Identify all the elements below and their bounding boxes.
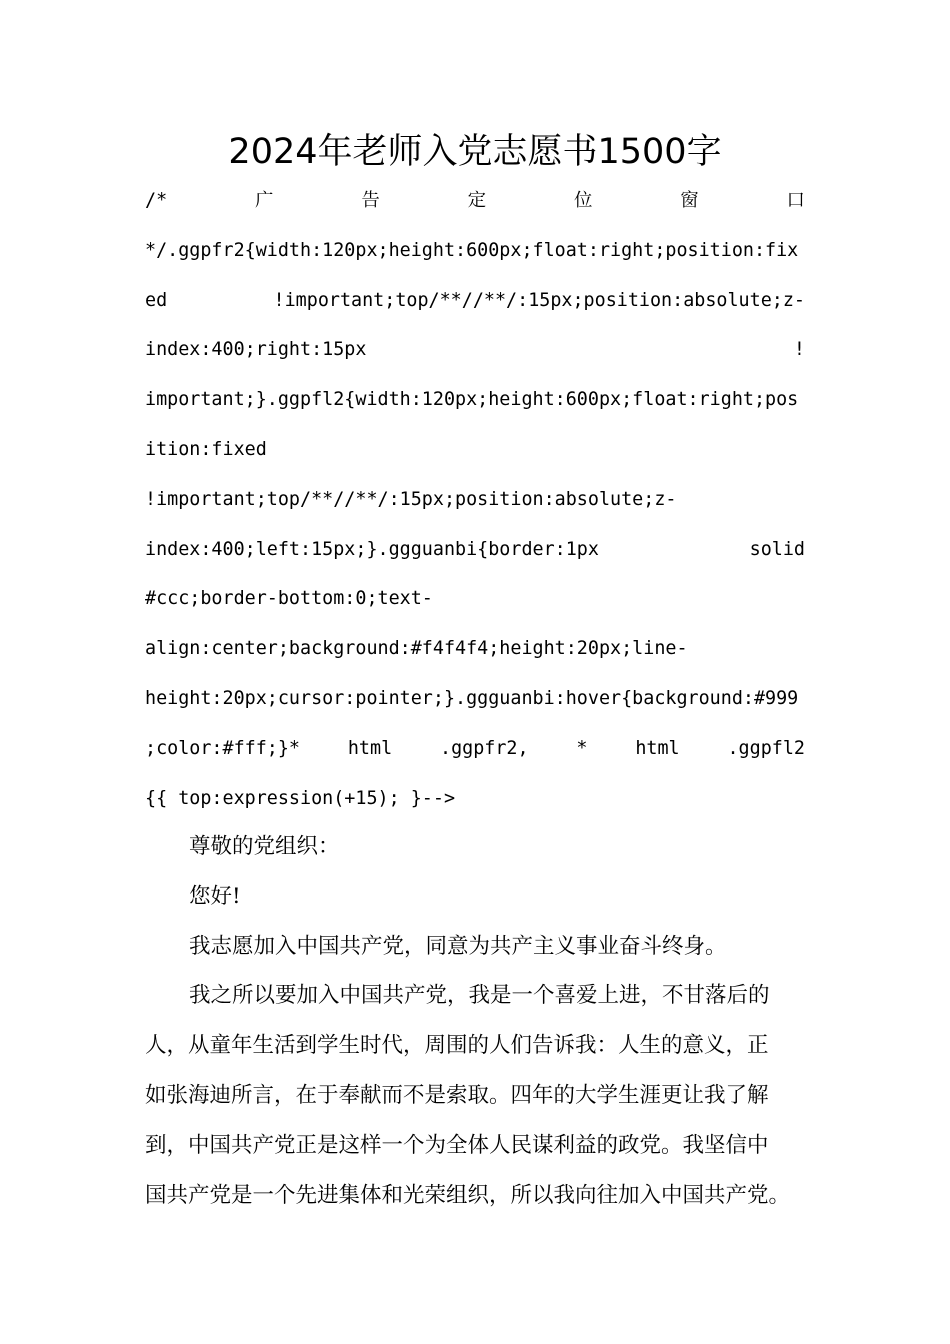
code-token: 告	[361, 190, 380, 211]
code-line: !important;top/**//**/:15px;position:absolute;z-	[145, 488, 677, 510]
code-line: #ccc;border-bottom:0;text-	[145, 588, 433, 610]
code-line: ition:fixed	[145, 438, 267, 460]
body-line: 您好!	[189, 883, 241, 909]
code-token: ed	[145, 289, 168, 311]
code-line: height:20px;cursor:pointer;}.ggguanbi:hover{background:#999	[145, 687, 799, 709]
code-token: .ggpfl2	[727, 737, 805, 759]
code-token: !	[793, 339, 805, 361]
body-line: 人，从童年生活到学生时代，周围的人们告诉我：人生的意义，正	[145, 1033, 769, 1059]
code-token: 定	[467, 190, 487, 211]
code-line: */.ggpfr2{width:120px;height:600px;float:right;position:fix	[145, 239, 799, 261]
body-line: 国共产党是一个先进集体和光荣组织，所以我向往加入中国共产党。	[145, 1182, 791, 1208]
body-line: 到，中国共产党正是这样一个为全体人民谋利益的政党。我坚信中	[145, 1132, 769, 1158]
body-line: 我志愿加入中国共产党，同意为共产主义事业奋斗终身。	[189, 933, 727, 959]
code-token: html	[635, 737, 680, 759]
code-token: index:400;right:15px	[145, 339, 367, 361]
letter-body	[145, 822, 825, 1220]
code-line	[145, 325, 805, 375]
code-token: 位	[573, 190, 593, 211]
code-token: ;color:#fff;}*	[145, 737, 301, 759]
code-token: 口	[786, 190, 805, 211]
embedded-css-text	[145, 176, 805, 823]
code-token: *	[576, 737, 588, 759]
body-line: 我之所以要加入中国共产党，我是一个喜爱上进，不甘落后的	[189, 983, 770, 1009]
document-title: 2024年老师入党志愿书1500字	[228, 132, 722, 172]
code-line	[145, 276, 805, 326]
body-line: 如张海迪所言，在于奉献而不是索取。四年的大学生涯更让我了解	[145, 1082, 769, 1108]
code-token: 广	[255, 190, 274, 211]
code-token: 窗	[680, 190, 699, 211]
body-line: 尊敬的党组织：	[189, 834, 340, 859]
code-line: {{ top:expression(+15); }-->	[145, 787, 456, 809]
code-token: index:400;left:15px;}.ggguanbi{border:1px	[145, 538, 599, 560]
code-token: .ggpfr2,	[440, 737, 529, 759]
code-line: align:center;background:#f4f4f4;height:20px;line-	[145, 638, 688, 660]
code-token: solid	[749, 538, 805, 560]
code-line	[145, 724, 805, 774]
code-line	[145, 176, 805, 226]
code-token: !important;top/**//**/:15px;position:absolute;z-	[273, 289, 805, 311]
code-token: html	[347, 737, 393, 759]
code-line: important;}.ggpfl2{width:120px;height:600px;float:right;pos	[145, 389, 799, 411]
code-line	[145, 525, 805, 575]
code-token: /*	[145, 190, 168, 211]
